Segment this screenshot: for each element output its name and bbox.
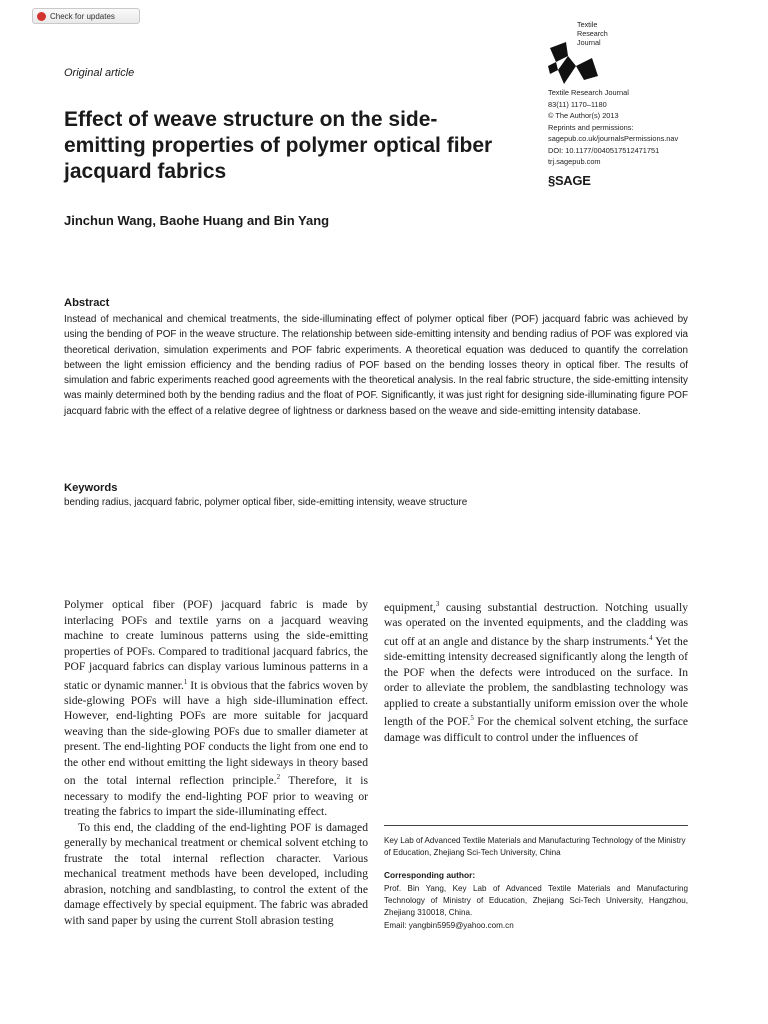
text-run: Therefore, it is necessary to modify the end-lighting POF prior to weaving or treating the fabrics to impart the side-illuminating effect. [64,774,368,819]
intro-paragraph-1 [64,597,368,820]
reprints-link[interactable]: sagepub.co.uk/journalsPermissions.nav [548,134,679,143]
text-run: To this end, the cladding of the end-lighting POF is damaged generally by mechanical treatment or chemical solvent etching to frustrate the total internal reflection character. Various mechanical treatment methods have been developed, including abrasion, notching and sandblasting, to control the extent of the damage effectively by special equipment. The fabric was abraded with sand paper by using the current Stoll abrasion testing [64,820,368,927]
reprints-label: Reprints and permissions: [548,122,634,132]
corresponding-address: Prof. Bin Yang, Key Lab of Advanced Textile Materials and Manufacturing Technology of Ministry of Education, Zhejiang Sci-Tech University, Hangzhou, Zhejiang 310018, China. [384,884,688,918]
logo-line: Journal [577,38,601,47]
reference-4[interactable]: 4 [649,633,653,642]
intro-paragraph-2-continued [384,597,688,745]
authors: Jinchun Wang, Baohe Huang and Bin Yang [64,213,330,228]
abstract-heading: Abstract [64,297,110,309]
article-type: Original article [64,67,135,79]
copyright: © The Author(s) 2013 [548,111,619,120]
text-run: Polymer optical fiber (POF) jacquard fabric is made by interlacing POFs and textile yarns on a jacquard weaving machine to create luminous patterns using the side-emitting properties of POFs. Compared to traditional jacquard fabrics, the POF jacquard fabrics can display various luminous patterns in a static or dynamic manner. [64,598,368,692]
check-for-updates-button[interactable] [32,8,140,24]
corresponding-email[interactable]: Email: yangbin5959@yahoo.com.cn [384,920,514,930]
journal-volume: 83(11) 1170–1180 [548,99,607,109]
reference-3[interactable]: 3 [435,600,440,608]
logo-line: Research [577,29,608,38]
sage-label: SAGE [554,173,591,188]
logo-line: Textile [577,20,598,29]
reference-1[interactable]: 1 [183,677,188,686]
text-run: It is obvious that the fabrics woven by side-glowing POFs will have a high side-illumination effect. However, end-lighting POFs are more suitable for jacquard weaving than the side-glowing POFs due to smaller diameter at present. The end-lighting POF conducts the light from one end to the other end without emitting the light sideways in theory based on the total internal reflection principle. [64,678,368,788]
journal-logo-text [577,20,608,47]
body-column-left [64,597,368,928]
doi[interactable]: DOI: 10.1177/0040517512471751 [548,145,660,155]
abstract-text: Instead of mechanical and chemical treatments, the side-illuminating effect of polymer optical fiber (POF) jacquard fabric was achieved by using the bending of POF in the weave structure. The relationship between side-emitting intensity and bending radius of POF was explored via theoretical derivation, simulation experiments and POF fabric experiments. A theoretical equation was deduced to quantify the correlation between the light emission efficiency and the bending radius of POF based on the bending losses theory in optical fiber. The results of simulation and fabric experiments reached good agreements with the theoretical analysis. In the real fabric structure, the side-emitting intensity was mainly determined both by the bending radius and the float of POF. Significantly, it was just right for designing side-illuminating figure POF jacquard fabric with the effect of a relative degree of lightness or darkness based on the weave and side-emitting intensity database. [64,314,688,417]
reference-2[interactable]: 2 [276,773,281,782]
affiliation: Key Lab of Advanced Textile Materials and Manufacturing Technology of the Ministry of Education, Zhejiang Sci-Tech University, China [384,836,686,858]
article-title: Effect of weave structure on the side-emitting properties of polymer optical fiber jacquard fabrics [64,108,493,183]
journal-site-link[interactable]: trj.sagepub.com [548,157,601,166]
journal-info [548,87,678,168]
footnote-divider [384,825,688,826]
check-for-updates-label: Check for updates [50,11,115,21]
corresponding-author-heading: Corresponding author: [384,870,476,880]
text-run: For the chemical solvent etching, the surface damage was difficult to control under the influences of [384,715,689,744]
keywords-heading: Keywords [64,482,118,494]
text-run: equipment, [384,600,436,614]
text-run: causing substantial destruction. Notching usually was operated on the invented equipments, and the cladding was cut off at an angle and distance by the sharp instruments. [384,600,688,648]
crossmark-icon [37,12,46,21]
sage-logo [548,173,591,188]
text-run: Yet the side-emitting intensity decreased significantly along the length of the POF when the defects were introduced on the surface. In order to alleviate the problem, the sandblasting technology was applied to create a substantially uniform emission over the whole length of the POF. [384,634,688,729]
journal-name: Textile Research Journal [548,88,629,97]
reference-5[interactable]: 5 [470,714,474,723]
keywords-text: bending radius, jacquard fabric, polymer optical fiber, side-emitting intensity, weave structure [64,497,468,508]
sage-swirl-icon: § [548,173,555,188]
corresponding-author [384,883,688,932]
body-column-right [384,597,688,745]
intro-paragraph-2 [64,820,368,929]
